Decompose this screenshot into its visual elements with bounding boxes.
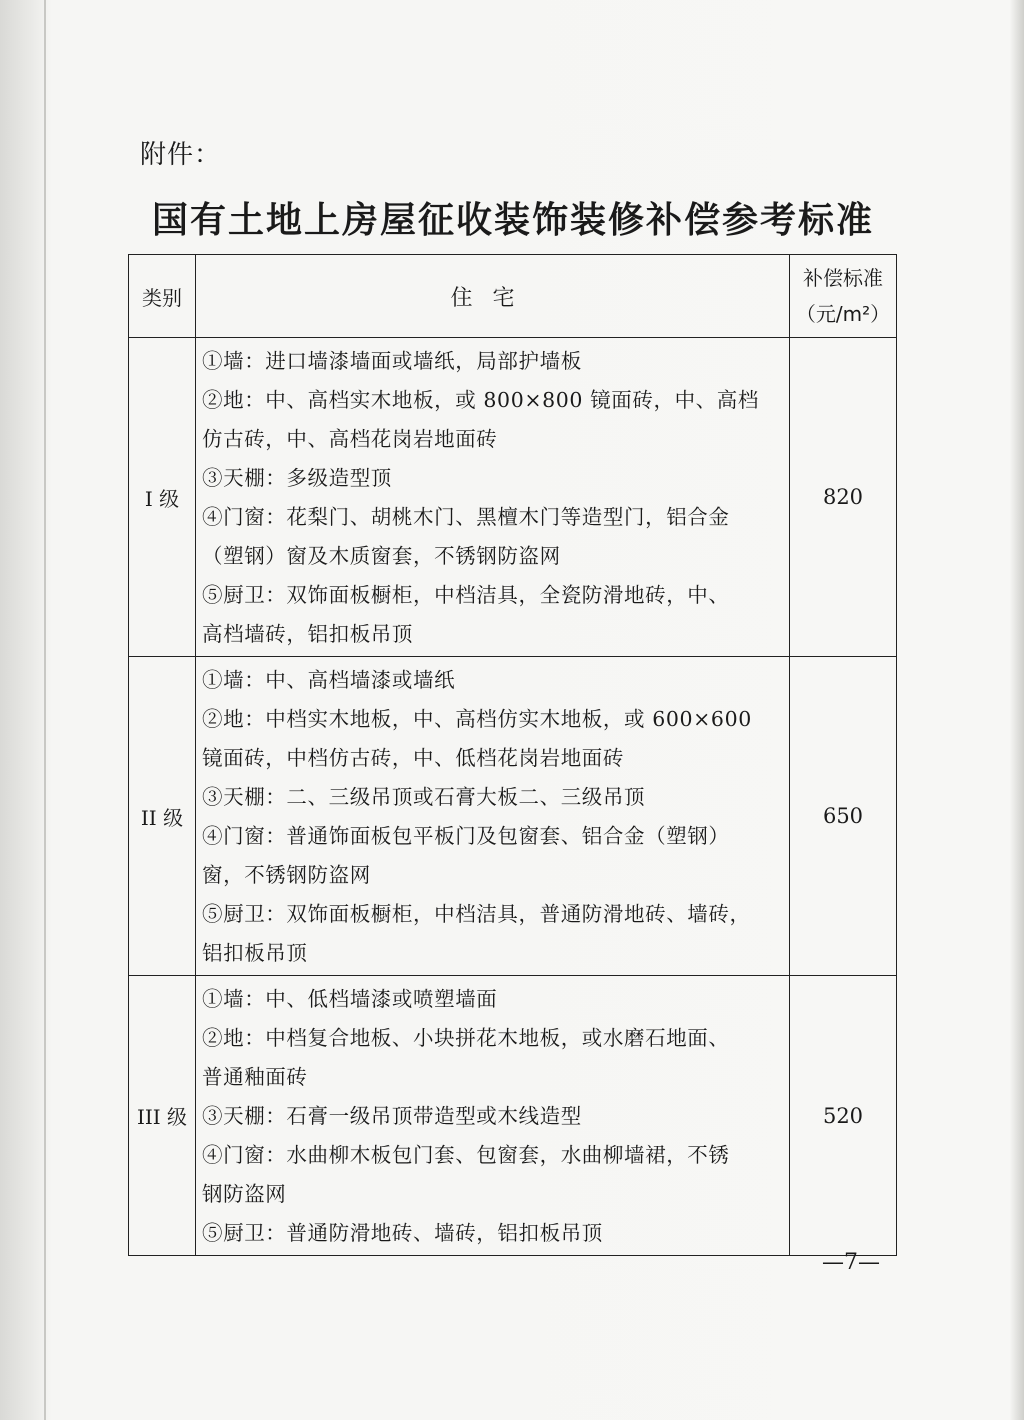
description-line: ⑤厨卫：双饰面板橱柜，中档洁具，普通防滑地砖、墙砖，	[202, 902, 751, 926]
description-line: 窗，不锈钢防盗网	[202, 863, 371, 887]
description-line: 镜面砖，中档仿古砖，中、低档花岗岩地面砖	[202, 746, 624, 770]
attachment-label: 附件：	[140, 140, 222, 170]
description-cell	[196, 338, 790, 657]
description-line: （塑钢）窗及木质窗套，不锈钢防盗网	[202, 544, 561, 568]
description-line: 钢防盗网	[202, 1182, 287, 1206]
description-line: ①墙：进口墙漆墙面或墙纸，局部护墙板	[202, 349, 582, 373]
table-row-level-3	[129, 976, 897, 1256]
binding-line	[44, 0, 46, 1420]
page-number: —7—	[822, 1250, 880, 1275]
header-standard-line2: （元/m²）	[795, 302, 891, 326]
table-row-level-2	[129, 657, 897, 976]
description-line: ④门窗：水曲柳木板包门套、包窗套，水曲柳墙裙，不锈	[202, 1143, 730, 1167]
description-cell	[196, 976, 790, 1256]
table-row-level-1	[129, 338, 897, 657]
compensation-table	[128, 254, 897, 1256]
standard-value-cell: 650	[790, 657, 897, 976]
description-line: ②地：中、高档实木地板，或 800×800 镜面砖，中、高档	[202, 388, 759, 412]
description-line: ③天棚：石膏一级吊顶带造型或木线造型	[202, 1104, 582, 1128]
category-cell: II 级	[129, 657, 196, 976]
description-line: ③天棚：二、三级吊顶或石膏大板二、三级吊顶	[202, 785, 646, 809]
category-cell: I 级	[129, 338, 196, 657]
standard-value-cell: 520	[790, 976, 897, 1256]
description-line: ⑤厨卫：双饰面板橱柜，中档洁具，全瓷防滑地砖，中、	[202, 583, 730, 607]
description-line: ②地：中档复合地板、小块拼花木地板，或水磨石地面、	[202, 1026, 730, 1050]
standard-value-cell: 820	[790, 338, 897, 657]
header-residence: 住宅	[196, 255, 790, 338]
description-line: ①墙：中、低档墙漆或喷塑墙面	[202, 987, 498, 1011]
description-line: 仿古砖，中、高档花岗岩地面砖	[202, 427, 498, 451]
description-line: ①墙：中、高档墙漆或墙纸	[202, 668, 456, 692]
table-header-row	[129, 255, 897, 338]
category-cell: III 级	[129, 976, 196, 1256]
page-edge-shadow	[1010, 0, 1024, 1420]
description-line: 普通釉面砖	[202, 1065, 308, 1089]
header-category: 类别	[129, 255, 196, 338]
description-line: ③天棚：多级造型顶	[202, 466, 392, 490]
description-line: ④门窗：普通饰面板包平板门及包窗套、铝合金（塑钢）	[202, 824, 730, 848]
description-cell	[196, 657, 790, 976]
description-line: 高档墙砖，铝扣板吊顶	[202, 622, 413, 646]
header-standard	[790, 255, 897, 338]
document-title: 国有土地上房屋征收装饰装修补偿参考标准	[151, 200, 874, 241]
header-standard-line1: 补偿标准	[803, 266, 883, 290]
description-line: ⑤厨卫：普通防滑地砖、墙砖，铝扣板吊顶	[202, 1221, 603, 1245]
description-line: ④门窗：花梨门、胡桃木门、黑檀木门等造型门，铝合金	[202, 505, 730, 529]
description-line: ②地：中档实木地板，中、高档仿实木地板，或 600×600	[202, 707, 752, 731]
description-line: 铝扣板吊顶	[202, 941, 308, 965]
